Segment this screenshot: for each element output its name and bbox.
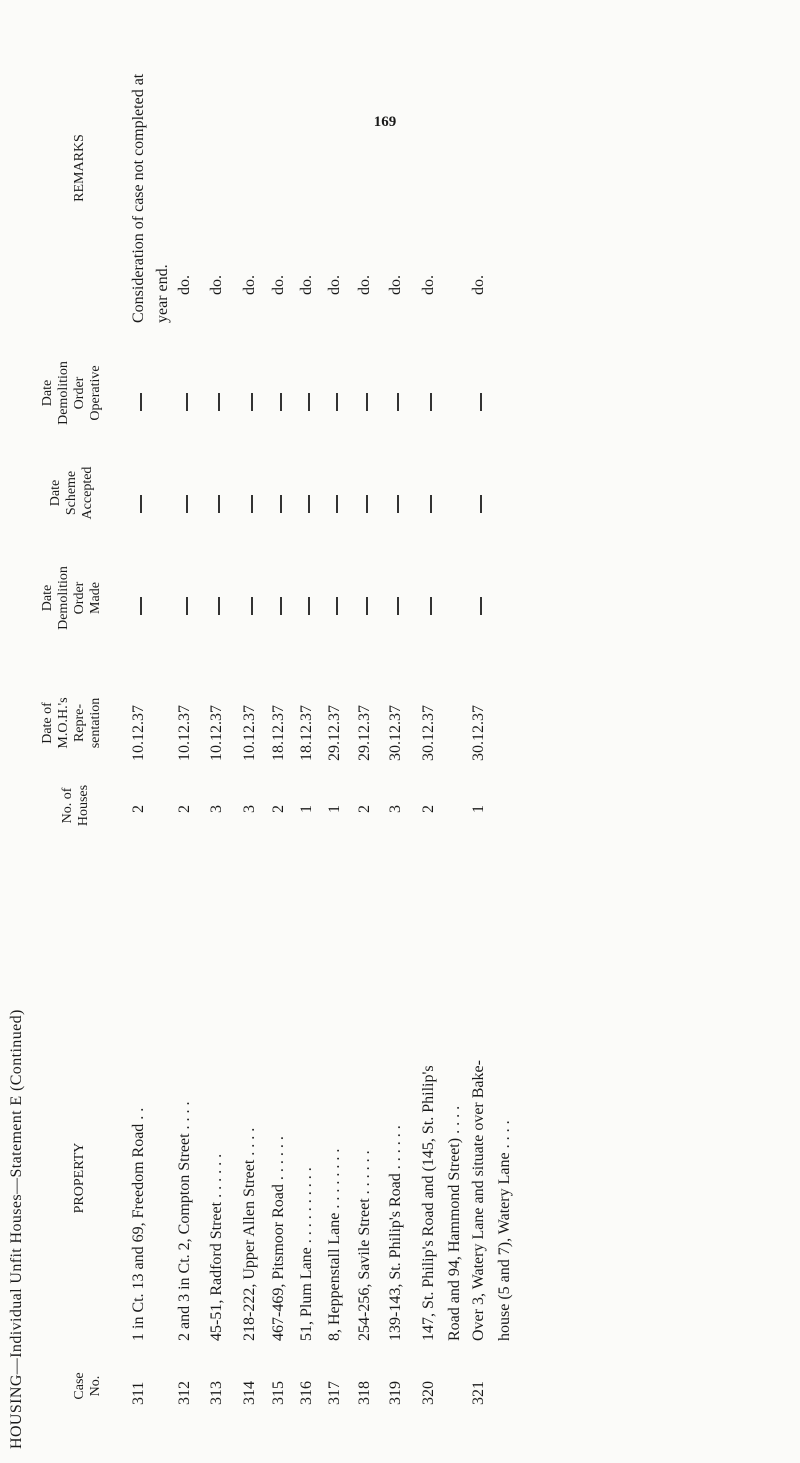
property-cell: house (5 and 7), Watery Lane . . . .	[496, 1120, 513, 1341]
houses-count: 2	[356, 805, 373, 813]
header-remarks	[72, 18, 88, 318]
remarks-cell: do.	[176, 275, 193, 295]
header-line: Case	[72, 1372, 87, 1400]
header-property	[72, 1013, 88, 1343]
header-line: Date	[48, 479, 63, 507]
header-moh	[40, 683, 104, 763]
case-number: 312	[176, 1381, 193, 1405]
empty-dash	[480, 393, 482, 411]
case-number: 316	[298, 1381, 315, 1405]
header-dem-made	[40, 558, 104, 638]
empty-dash	[366, 597, 368, 615]
property-cell: 139-143, St. Philip's Road . . . . . .	[387, 1125, 404, 1341]
empty-dash	[218, 597, 220, 615]
remarks-cell: do.	[420, 275, 437, 295]
empty-dash	[480, 597, 482, 615]
empty-dash	[140, 495, 142, 513]
property-cell: 254-256, Savile Street . . . . . .	[356, 1150, 373, 1341]
remarks-cell: do.	[270, 275, 287, 295]
moh-date: 29.12.37	[326, 705, 343, 761]
moh-date: 18.12.37	[298, 705, 315, 761]
header-dem-oper	[40, 353, 104, 433]
empty-dash	[336, 393, 338, 411]
houses-count: 3	[208, 805, 225, 813]
houses-count: 1	[326, 805, 343, 813]
header-line: sentation	[88, 697, 103, 749]
header-line: Demolition	[56, 361, 71, 425]
property-cell: Over 3, Watery Lane and situate over Bake-	[470, 1060, 487, 1341]
empty-dash	[218, 495, 220, 513]
header-line: Operative	[88, 365, 103, 421]
remarks-cell: do.	[298, 275, 315, 295]
case-number: 320	[420, 1381, 437, 1405]
remarks-cell: Consideration of case not completed at	[130, 73, 147, 323]
empty-dash	[308, 495, 310, 513]
moh-date: 18.12.37	[270, 705, 287, 761]
empty-dash	[366, 495, 368, 513]
header-line: Demolition	[56, 566, 71, 630]
property-cell: 218-222, Upper Allen Street . . . .	[241, 1127, 258, 1341]
header-line: Order	[72, 581, 87, 615]
moh-date: 10.12.37	[208, 705, 225, 761]
empty-dash	[186, 495, 188, 513]
moh-date: 30.12.37	[470, 705, 487, 761]
remarks-cell: do.	[470, 275, 487, 295]
header-line: REMARKS	[72, 134, 87, 202]
empty-dash	[280, 597, 282, 615]
running-head: HOUSING—Individual Unfit Houses—Statement E (Continued)	[8, 1009, 25, 1449]
houses-count: 3	[387, 805, 404, 813]
empty-dash	[251, 495, 253, 513]
empty-dash	[251, 393, 253, 411]
property-cell: 2 and 3 in Ct. 2, Compton Street . . . .	[176, 1101, 193, 1341]
page-number: 169	[373, 114, 397, 130]
moh-date: 10.12.37	[241, 705, 258, 761]
header-line: No. of	[60, 787, 75, 824]
header-line: Order	[72, 376, 87, 410]
remarks-cell: do.	[241, 275, 258, 295]
houses-count: 1	[470, 805, 487, 813]
property-cell: 147, St. Philip's Road and (145, St. Philip's	[420, 1065, 437, 1341]
houses-count: 2	[130, 805, 147, 813]
remarks-cell: do.	[326, 275, 343, 295]
empty-dash	[280, 393, 282, 411]
empty-dash	[186, 393, 188, 411]
empty-dash	[308, 597, 310, 615]
header-scheme	[48, 458, 96, 528]
property-cell: 51, Plum Lane . . . . . . . . . .	[298, 1167, 315, 1341]
case-number: 311	[130, 1381, 147, 1405]
empty-dash	[430, 597, 432, 615]
case-number: 321	[470, 1381, 487, 1405]
header-line: Made	[88, 582, 103, 614]
empty-dash	[397, 597, 399, 615]
header-line: Repre-	[72, 703, 87, 743]
header-line: Date	[40, 379, 55, 407]
header-line: No.	[88, 1375, 103, 1397]
moh-date: 29.12.37	[356, 705, 373, 761]
empty-dash	[336, 495, 338, 513]
header-line: Accepted	[80, 466, 95, 520]
remarks-cell: do.	[208, 275, 225, 295]
property-cell: 45-51, Radford Street . . . . . .	[208, 1153, 225, 1341]
remarks-cell: do.	[356, 275, 373, 295]
header-line: Scheme	[64, 470, 79, 516]
empty-dash	[397, 495, 399, 513]
houses-count: 2	[176, 805, 193, 813]
houses-count: 1	[298, 805, 315, 813]
header-line: Date of	[40, 702, 55, 744]
moh-date: 30.12.37	[387, 705, 404, 761]
property-cell: 8, Heppenstall Lane . . . . . . . .	[326, 1148, 343, 1341]
header-line: PROPERTY	[72, 1142, 87, 1214]
empty-dash	[336, 597, 338, 615]
case-number: 317	[326, 1381, 343, 1405]
moh-date: 30.12.37	[420, 705, 437, 761]
moh-date: 10.12.37	[130, 705, 147, 761]
header-line: Date	[40, 584, 55, 612]
case-number: 319	[387, 1381, 404, 1405]
property-cell: Road and 94, Hammond Street) . . . .	[446, 1105, 463, 1341]
empty-dash	[251, 597, 253, 615]
empty-dash	[218, 393, 220, 411]
empty-dash	[366, 393, 368, 411]
empty-dash	[480, 495, 482, 513]
empty-dash	[280, 495, 282, 513]
case-number: 314	[241, 1381, 258, 1405]
property-cell: 1 in Ct. 13 and 69, Freedom Road . .	[130, 1107, 147, 1341]
empty-dash	[140, 597, 142, 615]
empty-dash	[397, 393, 399, 411]
moh-date: 10.12.37	[176, 705, 193, 761]
empty-dash	[430, 393, 432, 411]
header-line: M.O.H.'s	[56, 697, 71, 749]
case-number: 313	[208, 1381, 225, 1405]
property-cell: 467-469, Pitsmoor Road . . . . . .	[270, 1136, 287, 1341]
header-case-no	[72, 1361, 104, 1411]
header-line: Houses	[76, 784, 91, 827]
empty-dash	[430, 495, 432, 513]
houses-count: 3	[241, 805, 258, 813]
houses-count: 2	[420, 805, 437, 813]
case-number: 318	[356, 1381, 373, 1405]
remarks-cell: do.	[387, 275, 404, 295]
header-houses	[60, 778, 92, 833]
houses-count: 2	[270, 805, 287, 813]
empty-dash	[308, 393, 310, 411]
empty-dash	[140, 393, 142, 411]
remarks-cell: year end.	[154, 264, 171, 323]
empty-dash	[186, 597, 188, 615]
case-number: 315	[270, 1381, 287, 1405]
